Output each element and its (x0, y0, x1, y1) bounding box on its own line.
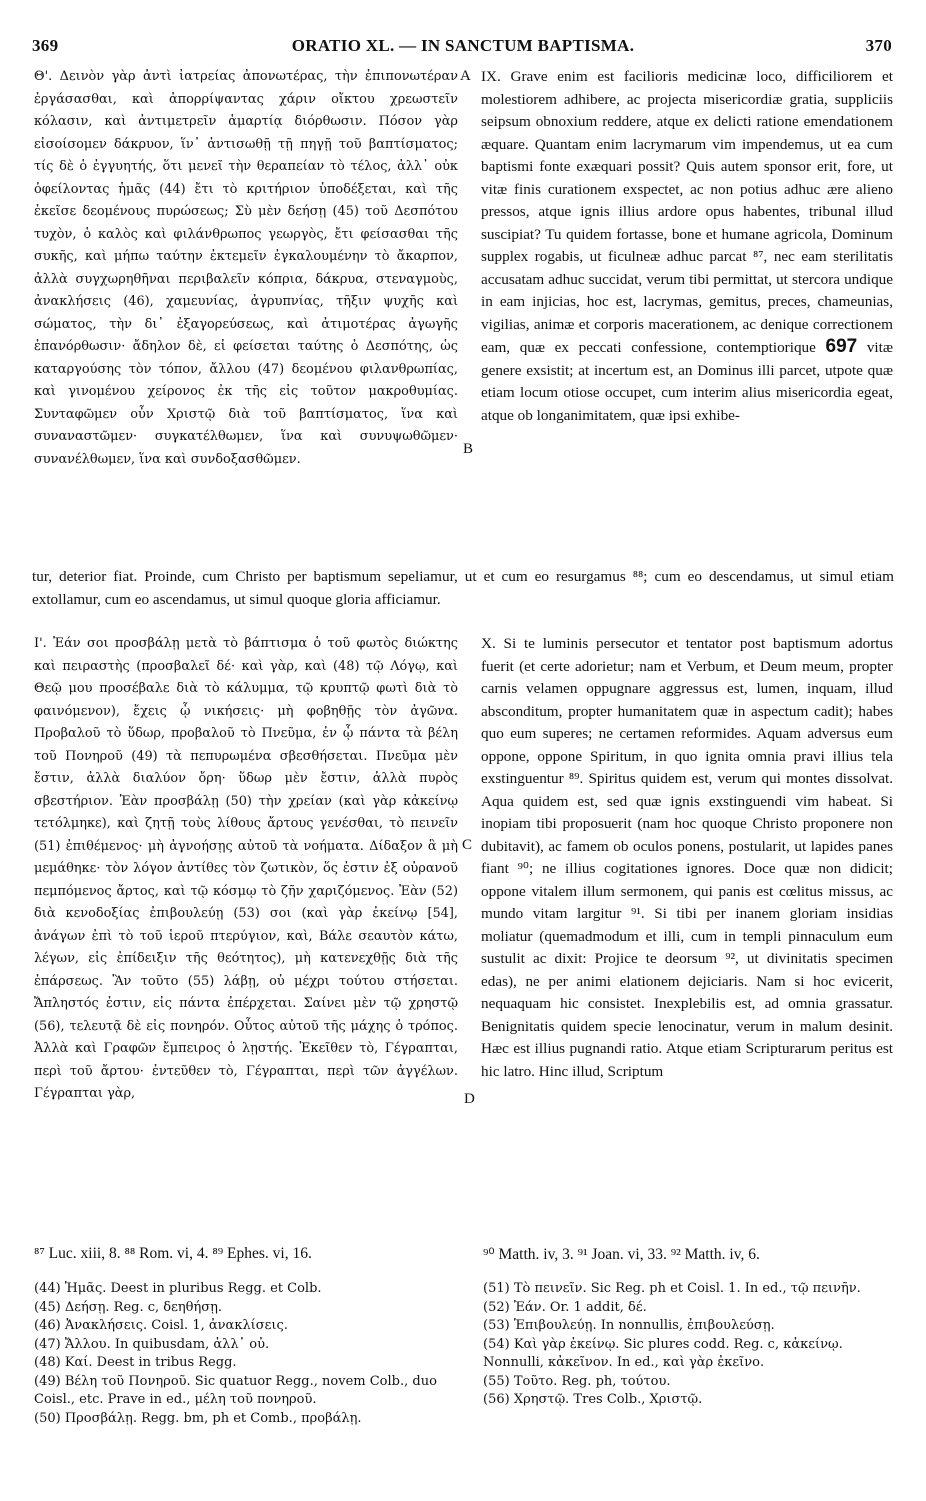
page-title: ORATIO XL. — IN SANCTUM BAPTISMA. (291, 36, 635, 55)
variant-note: (55) Τοῦτο. Reg. ph, τούτου. (483, 1373, 671, 1389)
variant-notes-left (34, 1280, 458, 1428)
scripture-notes-left: ⁸⁷ Luc. xiii, 8. ⁸⁸ Rom. vi, 4. ⁸⁹ Ephes. vi, 16. (34, 1245, 312, 1262)
variant-note: (45) Δεήσῃ. Reg. c, δεηθήσῃ. (34, 1299, 223, 1315)
variant-notes-right (483, 1280, 895, 1410)
variant-note: (44) Ἡμᾶς. Deest in pluribus Regg. et Colb. (34, 1281, 322, 1296)
margin-letter-d: D (464, 1091, 475, 1107)
section-9-latin-continuation (32, 566, 894, 611)
margin-letter-c: C (462, 837, 473, 853)
column-number: 697 (825, 336, 858, 357)
latin-paragraph-10: X. Si te luminis persecutor et tentator post baptismum adortus fuerit (et certe adorietur; nam et Verbum, et Deum meum, propter carnis velamen oppugnare aggressus est, lumen, inquam, illud absconditum, propter humanitatem quæ in aspectum cadit); habes quo eum superes; ne certamen reformides. Aquam adversus eum oppone, oppone Spiritum, in quo ignita omnia pravi illius tela exstinguentur ⁸⁹. Spiritus quidem est, verum qui montes dissolvat. Aqua quidem est, sed quæ ignis exstinguendi vim habeat. Si inopiam tibi proposuerit (nam hoc quoque Christo proponere non dubitavit), ac famem ob oculos ponens, postularit, ut lapides panes fiant ⁹⁰; ne illius cogitationes ignores. Doce quæ non didicit; oppone vitalem illum sermonem, qui panis est cœlitus missus, ac mundo vitam largitur ⁹¹. Si tibi per inanem gloriam insidias moliatur (quemadmodum et illi, cum in templi pinnaculum eum sustulit ac dixit: Projice te deorsum ⁹², ut divinitatis specimen edas), ne per animi elationem dejiciaris. Nam si hoc evicerit, nequaquam hic consistet. Inexplebilis est, ad omnia grassatur. Benignitatis quidem specie lenocinatur, verum in malum desinit. Hæc est illius pugnandi ratio. Atque etiam Scripturarum peritus est hic latro. Hinc illud, Scriptum (481, 635, 893, 1080)
page-number-right: 370 (865, 36, 892, 55)
variant-note: (53) Ἐπιβουλεύῃ. In nonnullis, ἐπιβουλεύσῃ. (483, 1318, 775, 1333)
margin-letter-a: A (460, 68, 471, 84)
variant-note: (54) Καὶ γὰρ ἐκείνῳ. Sic plures codd. Reg. c, κἀκείνῳ. Nonnulli, κἀκεῖνον. In ed., καὶ γὰρ ἐκεῖνο. (483, 1336, 847, 1370)
latin-9-text-a: IX. Grave enim est facilioris medicinæ loco, difficiliorem et molestiorem adhibere, ac projecta misericordiæ gratia, suppliciis seipsum obnoxium reddere, atque ex delicti ratione emendationem æquare. Quantam enim lacrymarum vim impendemus, ut ea cum baptismi fonte exæquari possit? Quis autem sponsor erit, fore, ut vitæ finis curationem exspectet, ac non potius adhuc ære alieno pressos, atque ignis illius ardore opus habentes, tribunal illud suscipiat? Tu quidem fortasse, bone et humane agricola, Dominum supplex rogabis, ut ficulneæ adhuc parcat ⁸⁷, nec eam sterilitatis accusatam adhuc succidat, verum tibi permittat, ut stercora undique in eam injicias, hoc est, lacrymas, gemitus, preces, chameunias, vigilias, animæ et corporis macerationem, ac denique correctionem eam, quæ ex peccati confessione, contemptiorique (481, 68, 893, 356)
variant-note: (50) Προσβάλῃ. Regg. bm, ph et Comb., προβάλῃ. (34, 1410, 362, 1426)
variant-note: (51) Τὸ πεινεῖν. Sic Reg. ph et Coisl. 1. In ed., τῷ πεινῆν. (483, 1281, 861, 1296)
scripture-notes-right: ⁹⁰ Matth. iv, 3. ⁹¹ Joan. vi, 33. ⁹² Matth. iv, 6. (483, 1246, 760, 1263)
page-number-left: 369 (32, 36, 59, 55)
section-9-latin (481, 66, 893, 427)
greek-paragraph-9: Θ'. Δεινὸν γὰρ ἀντὶ ἰατρείας ἀπονωτέρας, τὴν ἐπιπονωτέραν ἐργάσασθαι, καὶ ἀπορρίψαντας χάριν οἴκτου χρεωστεῖν κόλασιν, καὶ ἀντιμετρεῖν ἁμαρτίᾳ διόρθωσιν. Πόσον γὰρ εἰσοίσομεν δάκρυον, ἵν᾽ ἀντισωθῇ τῇ πηγῇ τοῦ βαπτίσματος; τίς δὲ ὁ ἐγγυητής, ὅτι μενεῖ τὴν θεραπείαν τὸ τέλος, ἀλλ᾽ οὐκ ὀφείλοντας ἡμᾶς (44) ἔτι τὸ κριτήριον ὑποδέξεται, καὶ τῆς ἐκεῖσε δεομένους πυρώσεως; Σὺ μὲν δεήσῃ (45) τοῦ Δεσπότου τυχὸν, ὁ καλὸς καὶ φιλάνθρωπος γεωργὸς, ἔτι φείσασθαι τῆς συκῆς, καὶ μήπω ταύτην ἐκτεμεῖν ἐγκαλουμένην τὸ ἄκαρπον, ἀλλὰ συγχωρηθῆναι περιβαλεῖν κόπρια, δάκρυα, στεναγμοὺς, ἀνακλήσεις (46), χαμευνίας, ἀγρυπνίας, τῆξιν ψυχῆς καὶ σώματος, τὴν δι᾽ ἐξαγορεύσεως, καὶ ἀτιμοτέρας ἀγωγῆς ἐπανόρθωσιν· ἄδηλον δὲ, εἰ φείσεται ταύτης ὁ Δεσπότης, ὡς καταργούσης τὸν τόπον, ἄλλου (47) δεομένου φιλανθρωπίας, καὶ γινομένου χείρονος ἐκ τῆς εἰς τοῦτον μακροθυμίας. Συνταφῶμεν οὖν Χριστῷ διὰ τοῦ βαπτίσματος, ἵνα καὶ συναναστῶμεν· συγκατέλθωμεν, ἵνα καὶ συνυψωθῶμεν· συνανέλθωμεν, ἵνα καὶ συνδοξασθῶμεν. (34, 69, 458, 467)
margin-letter-b: B (463, 441, 474, 457)
variant-note: (56) Χρηστῷ. Tres Colb., Χριστῷ. (483, 1392, 703, 1407)
latin-paragraph-9a (481, 66, 893, 427)
variant-note: (46) Ἀνακλήσεις. Coisl. 1, ἀνακλίσεις. (34, 1318, 288, 1333)
running-header (0, 36, 926, 60)
variant-note: (52) Ἐάν. Or. 1 addit, δέ. (483, 1299, 647, 1315)
variant-note: (49) Βέλη τοῦ Πονηροῦ. Sic quatuor Regg., novem Colb., duo Coisl., etc. Prave in ed., μέλη τοῦ πονηροῦ. (34, 1373, 442, 1407)
variant-note: (47) Ἄλλου. In quibusdam, ἀλλ᾽ οὐ. (34, 1336, 270, 1352)
section-9-greek (34, 66, 458, 471)
variant-note: (48) Καί. Deest in tribus Regg. (34, 1355, 237, 1370)
greek-paragraph-10: Ι'. Ἐάν σοι προσβάλῃ μετὰ τὸ βάπτισμα ὁ τοῦ φωτὸς διώκτης καὶ πειραστὴς (προσβαλεῖ δέ· καὶ γὰρ, καὶ (48) τῷ Λόγῳ, καὶ Θεῷ μου προσέβαλε διὰ τὸ κάλυμμα, τῷ κρυπτῷ φωτὶ διὰ τὸ φαινόμενον), ἔχεις ᾧ νικήσεις· μὴ φοβηθῇς τὸν ἀγῶνα. Προβαλοῦ τὸ ὕδωρ, προβαλοῦ τὸ Πνεῦμα, ἐν ᾧ πάντα τὰ βέλη τοῦ Πονηροῦ (49) τὰ πεπυρωμένα σβεσθήσεται. Πνεῦμα μὲν ἔστιν, ἀλλὰ διαλύον ὄρη· ὕδωρ μὲν ἔστιν, ἀλλὰ πυρὸς σβεστήριον. Ἐὰν προσβάλῃ (50) τὴν χρείαν (καὶ γὰρ κἀκείνῳ τετόλμηκε), καὶ ζητῇ τοὺς λίθους ἄρτους γενέσθαι, τὸ πεινεῖν (51) ἐπιθέμενος· μὴ ἀγνοήσῃς αὐτοῦ τὰ νοήματα. Δίδαξον ἃ μὴ μεμάθηκε· τὸν λόγον ἀντίθες τὸν ζωτικὸν, ὅς ἐστιν ἐξ οὐρανοῦ πεμπόμενος ἄρτος, καὶ τῷ κόσμῳ τὸ ζῆν χαριζόμενος. Ἐὰν (52) διὰ κενοδοξίας ἐπιβουλεύῃ (53) σοι (καὶ γὰρ ἐκείνῳ [54], ἀνάγων ἐπὶ τὸ τοῦ ἱεροῦ πτερύγιον, καὶ, Βάλε σεαυτὸν κάτω, λέγων, εἰς ἐπίδειξιν τῆς θεότητος), μὴ κατενεχθῇς διὰ τῆς ἐπάρσεως. Ἂν τοῦτο (55) λάβῃ, οὐ μέχρι τούτου στήσεται. Ἄπληστός ἐστιν, εἰς πάντα ἐπέρχεται. Σαίνει μὲν τῷ χρηστῷ (56), τελευτᾷ δὲ εἰς πονηρόν. Οὗτος αὐτοῦ τῆς μάχης ὁ τρόπος. Ἀλλὰ καὶ Γραφῶν ἔμπειρος ὁ λῃστής. Ἐκεῖθεν τὸ, Γέγραπται, περὶ τοῦ ἄρτου· ἐντεῦθεν τὸ, Γέγραπται, περὶ τῶν ἀγγέλων. Γέγραπται γὰρ, (34, 636, 458, 1101)
section-10-latin (481, 633, 893, 1083)
latin-9-continuation-text: tur, deterior fiat. Proinde, cum Christo per baptismum sepeliamur, ut et cum eo resurgamus ⁸⁸; cum eo descendamus, ut simul etiam extollamur, cum eo ascendamus, ut simul quoque gloria afficiamur. (32, 568, 894, 608)
latin-9-text-b: vitæ genere exsistit; at incertum est, an Dominus illi parcet, utpote quæ etiam locum otiose occupet, cum interim alius misericordia egeat, atque ob longanimitatem, quæ ipsi exhibe- (481, 339, 893, 424)
section-10-greek (34, 633, 458, 1106)
